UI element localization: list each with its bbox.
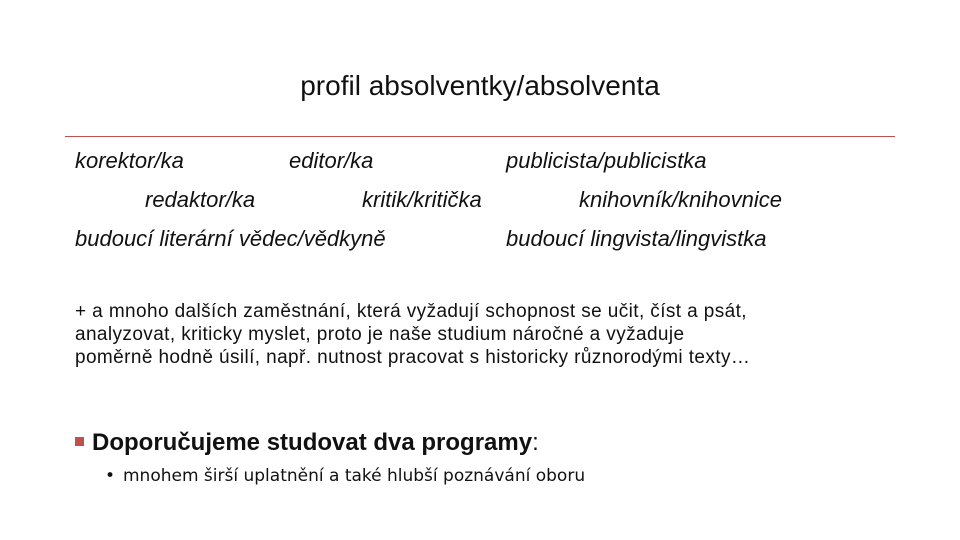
recommendation-text: Doporučujeme studovat dva programy <box>92 429 533 456</box>
title-divider <box>65 136 895 137</box>
role-critic: kritik/kritička <box>362 187 482 212</box>
sub-bullet-text: mnohem širší uplatnění a také hlubší poznávání oboru <box>123 466 586 486</box>
paragraph-line: poměrně hodně úsilí, např. nutnost pracovat s historicky různorodými texty… <box>75 347 751 368</box>
role-publicist: publicista/publicistka <box>506 148 707 173</box>
careers-paragraph <box>75 300 905 369</box>
role-librarian: knihovník/knihovnice <box>579 187 783 212</box>
role-proofreader: korektor/ka <box>75 148 184 173</box>
paragraph-line: analyzovat, kriticky myslet, proto je naše studium náročné a vyžaduje <box>75 324 685 345</box>
role-editor: editor/ka <box>289 148 374 173</box>
role-linguist: budoucí lingvista/lingvistka <box>506 226 767 251</box>
role-redactor: redaktor/ka <box>145 187 256 212</box>
recommendation-colon: : <box>532 429 539 456</box>
dot-bullet-icon: • <box>105 466 116 486</box>
paragraph-line: + a mnoho dalších zaměstnání, která vyžadují schopnost se učit, číst a psát, <box>75 301 747 322</box>
square-bullet-icon <box>75 437 84 446</box>
recommendation-bullet <box>75 428 539 458</box>
recommendation-sub-bullet <box>105 464 585 488</box>
slide-title: profil absolventky/absolventa <box>300 70 660 101</box>
role-literary-scholar: budoucí literární vědec/vědkyně <box>75 226 386 251</box>
